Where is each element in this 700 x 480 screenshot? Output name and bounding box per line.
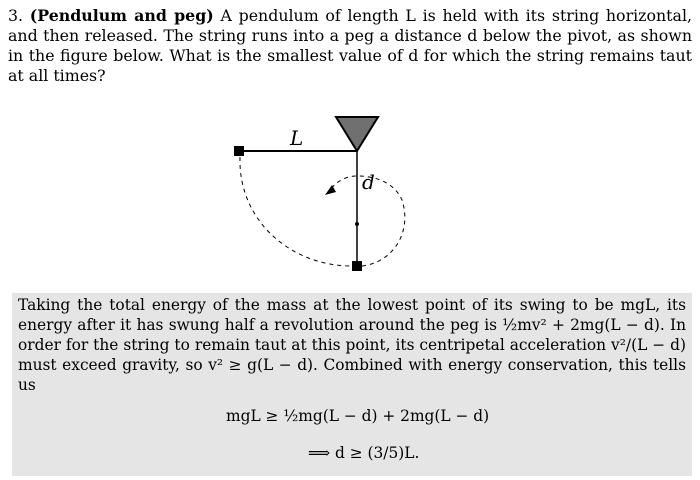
direction-arrow xyxy=(325,185,336,195)
label-d: d xyxy=(362,170,375,194)
mass-initial xyxy=(234,146,244,156)
equation-1: mgL ≥ ½mg(L − d) + 2mg(L − d) xyxy=(226,407,490,425)
peg xyxy=(355,222,359,226)
problem-text: A pendulum of length L is held with its string horizontal, and then released. The string runs into a peg a distance d below the pivot, as shown in the figure below. What is the smallest value of d for which the string remains taut at all times? xyxy=(8,6,693,85)
problem-heading: (Pendulum and peg) xyxy=(29,6,214,25)
label-L: L xyxy=(290,126,304,150)
swing-path-arc xyxy=(240,157,352,266)
pivot-support xyxy=(336,117,378,151)
solution-box xyxy=(12,293,692,476)
problem-number: 3. xyxy=(8,6,24,25)
mass-bottom xyxy=(352,261,362,271)
solution-paragraph: Taking the total energy of the mass at the lowest point of its swing to be mgL, its energy after it has swung half a revolution around the peg is ½mv² + 2mg(L − d). In order for the string to remain taut at this point, its centripetal acceleration v²/(L − d) must exceed gravity, so v² ≥ g(L − d). Combined with energy conservation, this tells us xyxy=(18,296,686,394)
equation-2: ⟹ d ≥ (3/5)L. xyxy=(308,444,420,462)
